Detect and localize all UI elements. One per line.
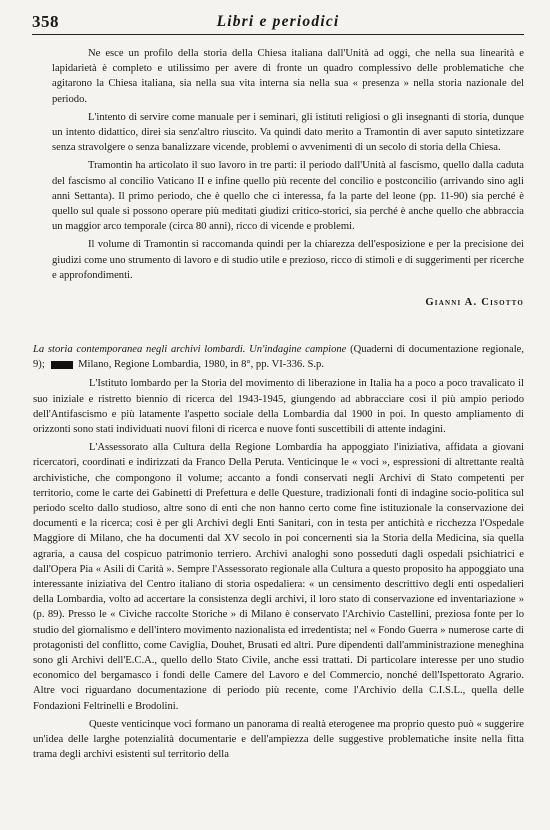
page-number: 358 bbox=[32, 12, 59, 31]
book-details: Milano, Regione Lombardia, 1980, in 8°, pp. VI-336. S.p. bbox=[78, 359, 325, 371]
review1-paragraph-2: L'intento di servire come manuale per i seminari, gli istituti religiosi o gli insegnanti di storia, dunque un intento didattico, direi sia senz'altro riuscito. Va quindi dato merito a Tramontin di aver saputo sintetizzare senza stravolgere o senza banalizzare vicende, problemi o avvenimenti di un secolo di storia della Chiesa. bbox=[52, 111, 524, 154]
reviewer-signature: Gianni A. Cisotto bbox=[425, 297, 524, 309]
review1-paragraph-4: Il volume di Tramontin si raccomanda quindi per la chiarezza dell'esposizione e per la precisione dei giudizi come uno strumento di lavoro e di studio utile e prezioso, ricco di stimoli e di suggerimenti per ricerche e approfondimenti. bbox=[52, 239, 524, 281]
review-continuation bbox=[52, 46, 524, 308]
journal-title: Libri e periodici bbox=[216, 13, 340, 30]
book-title: La storia contemporanea negli archivi lombardi. Un'indagine campione bbox=[33, 344, 347, 355]
ink-mark bbox=[51, 361, 73, 369]
book-series: (Quaderni di documentazione regionale, 9); bbox=[33, 344, 525, 371]
review2-paragraph-2: L'Assessorato alla Cultura della Regione Lombardia ha appoggiato l'iniziativa, affidata a giovani ricercatori, coordinati e indirizzati da Franco Della Peruta. Venticinque le « voci », espressioni di altrettante realtà archivistiche, che compongono il volume; accanto a fondi conservati negli Archivi di Stato competenti per territorio, come le carte dei Gabinetti di Prefettura e delle Questure, tradizionali fonti di indagine socio-politica sul periodo scelto dallo studioso, altre sono di enti che non hanno certo come fine istituzionale la conservazione dei documenti e la ricerca; così è per gli Archivi degli Enti Sanitari, con in testa per antichità e ricchezza l'Ospedale Maggiore di Milano, che ha documenti dal XV secolo in poi concernenti sia la Storia della Medicina, sia quella agraria, a causa del cospicuo patrimonio terriero. Archivi analoghi sono posseduti dagli ospedali psichiatrici e dall'Opera Pia « Asili di Carità ». Sempre l'Assessorato regionale alla Cultura a questo proposito ha appoggiato una interessante iniziativa del Centro italiano di storia ospedaliera: « un censimento descrittivo degli enti ospedalieri della Lombardia, volto ad accertare la consistenza degli archivi, il loro stato di conservazione ed inventariazione » (p. 89). Presso le « Civiche raccolte Storiche » di Milano è conservato l'Archivio Castellini, preziosa fonte per lo studio del giornalismo e dell'intero movimento nazionalista ed irredentista; nel « Fondo Guerra » numerose carte di protagonisti del conflitto, come Caviglia, Douhet, Brusati ed altri. Pure dipendenti dall'amministrazione meneghina sono gli Archivi dell'E.C.A., quello dello Stato Civile, anche essi trattati. Di particolare interesse per uno studio economico del bergamasco i fondi delle Camere del Lavoro e del Commercio, nonché dell'Ispettorato Agrario. Altre voci riguardano documentazione di periodo più recente, come l'Archivio della C.I.S.L., quella delle Fondazioni Feltrinelli e Brodolini. bbox=[33, 442, 524, 712]
header-rule bbox=[32, 34, 524, 35]
review1-paragraph-3: Tramontin ha articolato il suo lavoro in tre parti: il periodo dall'Unità al fascismo, quello dalla caduta del fascismo al concilio Vaticano II e infine quello più recente del concilio e postconcilio (arrivando sino agli anni Settanta). Il primo periodo, che è quello che ci interessa, fa la parte del leone (pp. 11-90) sia perché è quello sul quale si possono operare più meditati giudizi critico-storici, sia perché è anche quello che abbraccia un maggior arco temporale (circa 80 anni), ricco di vicende e problemi. bbox=[52, 160, 524, 233]
running-head bbox=[32, 10, 524, 34]
review2-paragraph-1: L'Istituto lombardo per la Storia del movimento di liberazione in Italia ha a poco a poco travalicato il suo iniziale e ristretto biennio di ricerca del 1943-1945, giungendo ad abbracciare così il più ampio periodo dell'Antifascismo e più latamente l'aspetto sociale della Lombardia dal 1900 in poi. In questo ampliamento di orizzonti sono stati individuati nuovi filoni di ricerca e nuove fonti suscettibili di attente indagini. bbox=[33, 378, 524, 436]
bibliographic-citation bbox=[33, 342, 524, 372]
book-review bbox=[33, 342, 524, 762]
review2-paragraph-3: Queste venticinque voci formano un panorama di realtà eterogenee ma proprio questo può « suggerire un'idea delle larghe potenzialità documentarie e dell'ampiezza delle suggestive problematiche insite nella fitta trama degli archivi esistenti sul territorio della bbox=[33, 718, 524, 761]
review1-paragraph-1: Ne esce un profilo della storia della Chiesa italiana dall'Unità ad oggi, che nella sua linearità e lapidarietà è completo e utilissimo per avere di fronte un quadro complessivo delle problematiche che agitarono la Chiesa italiana, sia nella sua vita interna sia nella sua « presenza » nella storia nazionale del periodo. bbox=[52, 48, 524, 105]
